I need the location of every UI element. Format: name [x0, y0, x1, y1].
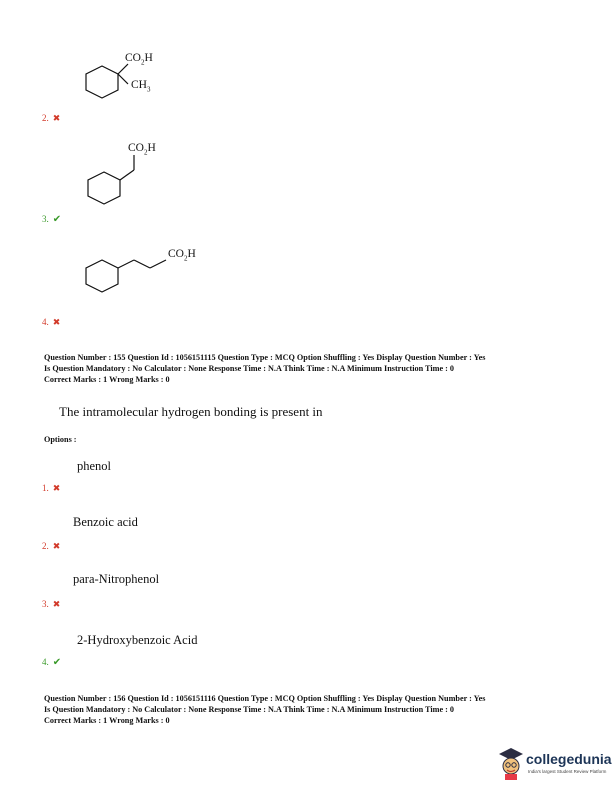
structure-2-label-ch3: $CH_3$ — [131, 79, 151, 94]
option-number: 3. — [42, 599, 49, 609]
cross-icon: ✖ — [52, 317, 61, 327]
option-text: 2-Hydroxybenzoic Acid — [77, 633, 198, 647]
option-row — [42, 652, 61, 670]
meta-line: Question Number : 155 Question Id : 1056151115 Question Type : MCQ Option Shuffling : Yes Display Question Number : Yes — [44, 353, 486, 362]
cross-icon: ✖ — [52, 483, 61, 493]
meta-line: Is Question Mandatory : No Calculator : None Response Time : N.A Think Time : N.A Minimum Instruction Time : 0 — [44, 705, 455, 715]
option-number: 4. — [42, 657, 49, 667]
options-label: Options : — [44, 435, 77, 444]
option-row — [42, 312, 60, 330]
option-number: 2. — [42, 113, 49, 123]
check-icon: ✔ — [52, 657, 62, 668]
option-text: para-Nitrophenol — [73, 572, 160, 586]
structure-3-label-co2h: $CO_2H$ — [128, 142, 156, 157]
meta-line: Correct Marks : 1 Wrong Marks : 0 — [44, 716, 170, 726]
meta-line: Correct Marks : 1 Wrong Marks : 0 — [44, 375, 170, 385]
question-meta — [44, 693, 485, 727]
meta-line: Is Question Mandatory : No Calculator : None Response Time : N.A Think Time : N.A Minimum Instruction Time : 0 — [44, 364, 455, 374]
structure-option-3 — [82, 150, 152, 212]
question-meta — [44, 352, 485, 386]
check-icon: ✔ — [52, 214, 62, 225]
cross-icon: ✖ — [52, 541, 61, 551]
graduate-mascot-icon — [496, 745, 526, 781]
option-row — [42, 536, 60, 554]
option-text: Benzoic acid — [73, 515, 138, 529]
option-row — [42, 209, 61, 227]
option-row — [42, 594, 60, 612]
logo-name: collegedunia — [526, 751, 612, 767]
meta-line: Question Number : 156 Question Id : 1056151116 Question Type : MCQ Option Shuffling : Yes Display Question Number : Yes — [44, 694, 486, 703]
option-row — [42, 108, 60, 126]
logo-tagline: India's largest Student Review Platform — [528, 769, 607, 774]
option-number: 3. — [42, 214, 49, 224]
cross-icon: ✖ — [52, 599, 61, 609]
structure-4-label-co2h: $CO_2H$ — [168, 248, 196, 263]
option-number: 1. — [42, 483, 49, 493]
option-row — [42, 478, 60, 496]
cross-icon: ✖ — [52, 113, 61, 123]
option-text: phenol — [77, 459, 112, 473]
collegedunia-logo — [496, 745, 612, 781]
option-number: 2. — [42, 541, 49, 551]
option-number: 4. — [42, 317, 49, 327]
structure-option-4 — [82, 248, 172, 300]
question-text: The intramolecular hydrogen bonding is present in — [59, 404, 323, 419]
structure-2-label-co2h: $CO_2H$ — [125, 52, 153, 67]
